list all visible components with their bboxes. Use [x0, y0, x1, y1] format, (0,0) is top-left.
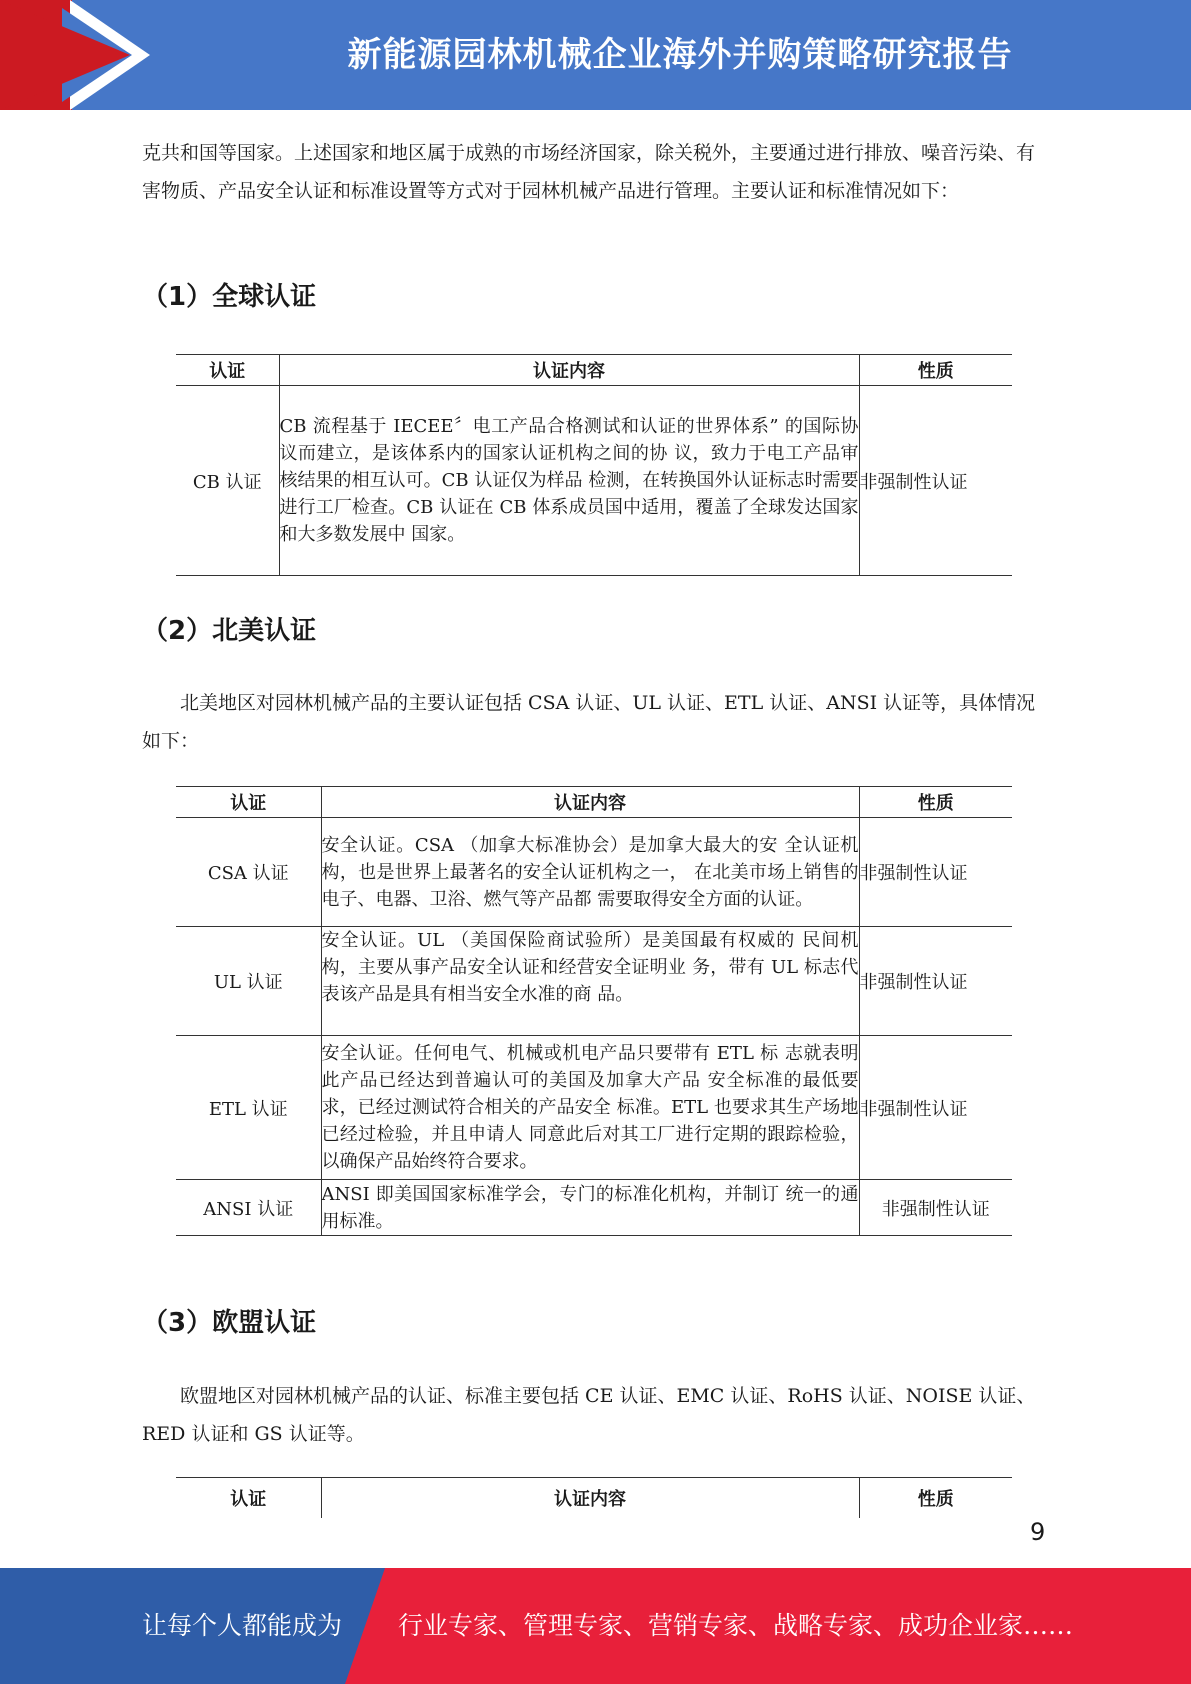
- cert-content: CB 流程基于 IECEE〞电工产品合格测试和认证的世界体系” 的国际协议而建立，是该体系内的国家认证机构之间的协 议，致力于电工产品审核结果的相互认可。CB 认证仅为样品 检测，在转换国外认证标志时需要进行工厂检查。CB 认证在 CB 体系成员国中适用，覆盖了全球发达国家和大多数发展中 国家。: [279, 386, 859, 576]
- column-header: 认证: [176, 1478, 321, 1519]
- header-red-arrow: [0, 0, 130, 110]
- column-header: 认证内容: [321, 787, 859, 818]
- cert-nature: 非强制性认证: [859, 927, 1012, 1036]
- cert-content: 安全认证。UL （美国保险商试验所）是美国最有权威的 民间机构，主要从事产品安全认证和经营安全证明业 务，带有 UL 标志代表该产品是具有相当安全水准的商 品。: [321, 927, 859, 1036]
- footer-slogan-left: 让每个人都能成为: [142, 1611, 343, 1640]
- section-heading-north-america: （2）北美认证: [142, 616, 317, 646]
- section-heading-global: （1）全球认证: [142, 282, 317, 312]
- cert-name: CB 认证: [176, 386, 279, 576]
- north-america-paragraph: 北美地区对园林机械产品的主要认证包括 CSA 认证、UL 认证、ETL 认证、ANSI 认证等，具体情况如下：: [142, 692, 1036, 752]
- footer-slant: [345, 1568, 385, 1684]
- cert-name: ANSI 认证: [176, 1180, 321, 1236]
- footer-slogan-right: 行业专家、管理专家、营销专家、战略专家、成功企业家……: [398, 1611, 1074, 1640]
- cert-nature: 非强制性认证: [859, 1180, 1012, 1236]
- table-row: [176, 1036, 1012, 1180]
- table-row: [176, 927, 1012, 1036]
- table-row: [176, 1180, 1012, 1236]
- column-header: 认证: [176, 355, 279, 386]
- section-heading-eu: （3）欧盟认证: [142, 1308, 317, 1338]
- cert-nature: 非强制性认证: [859, 1036, 1012, 1180]
- table-row: [176, 386, 1012, 576]
- column-header: 性质: [859, 355, 1012, 386]
- cert-content: 安全认证。任何电气、机械或机电产品只要带有 ETL 标 志就表明此产品已经达到普遍认可的美国及加拿大产品 安全标准的最低要求，已经过测试符合相关的产品安全 标准。ETL 也要求其生产场地已经过检验，并且申请人 同意此后对其工厂进行定期的跟踪检验，以确保产品始终符合要求。: [321, 1036, 859, 1180]
- cert-content: ANSI 即美国国家标准学会，专门的标准化机构，并制订 统一的通用标准。: [321, 1180, 859, 1236]
- column-header: 性质: [859, 1478, 1012, 1519]
- column-header: 认证: [176, 787, 321, 818]
- table-header-row: [176, 1478, 1012, 1519]
- cert-name: CSA 认证: [176, 818, 321, 927]
- global-cert-table: [176, 354, 1012, 576]
- column-header: 认证内容: [321, 1478, 859, 1519]
- cert-name: UL 认证: [176, 927, 321, 1036]
- eu-paragraph: 欧盟地区对园林机械产品的认证、标准主要包括 CE 认证、EMC 认证、RoHS 认证、NOISE 认证、RED 认证和 GS 认证等。: [142, 1385, 1036, 1445]
- eu-cert-table: [176, 1477, 1012, 1518]
- column-header: 性质: [859, 787, 1012, 818]
- table-header-row: [176, 355, 1012, 386]
- intro-paragraph: 克共和国等国家。上述国家和地区属于成熟的市场经济国家，除关税外，主要通过进行排放、噪音污染、有害物质、产品安全认证和标准设置等方式对于园林机械产品进行管理。主要认证和标准情况如下：: [142, 142, 1036, 202]
- report-title: 新能源园林机械企业海外并购策略研究报告: [347, 35, 1013, 75]
- cert-nature: 非强制性认证: [859, 386, 1012, 576]
- cert-name: ETL 认证: [176, 1036, 321, 1180]
- cert-content: 安全认证。CSA （加拿大标准协会）是加拿大最大的安 全认证机构，也是世界上最著名的安全认证机构之一， 在北美市场上销售的电子、电器、卫浴、燃气等产品都 需要取得安全方面的认证。: [321, 818, 859, 927]
- table-row: [176, 818, 1012, 927]
- column-header: 认证内容: [279, 355, 859, 386]
- table-header-row: [176, 787, 1012, 818]
- cert-nature: 非强制性认证: [859, 818, 1012, 927]
- page-number: 9: [1030, 1518, 1046, 1546]
- north-america-cert-table: [176, 786, 1012, 1236]
